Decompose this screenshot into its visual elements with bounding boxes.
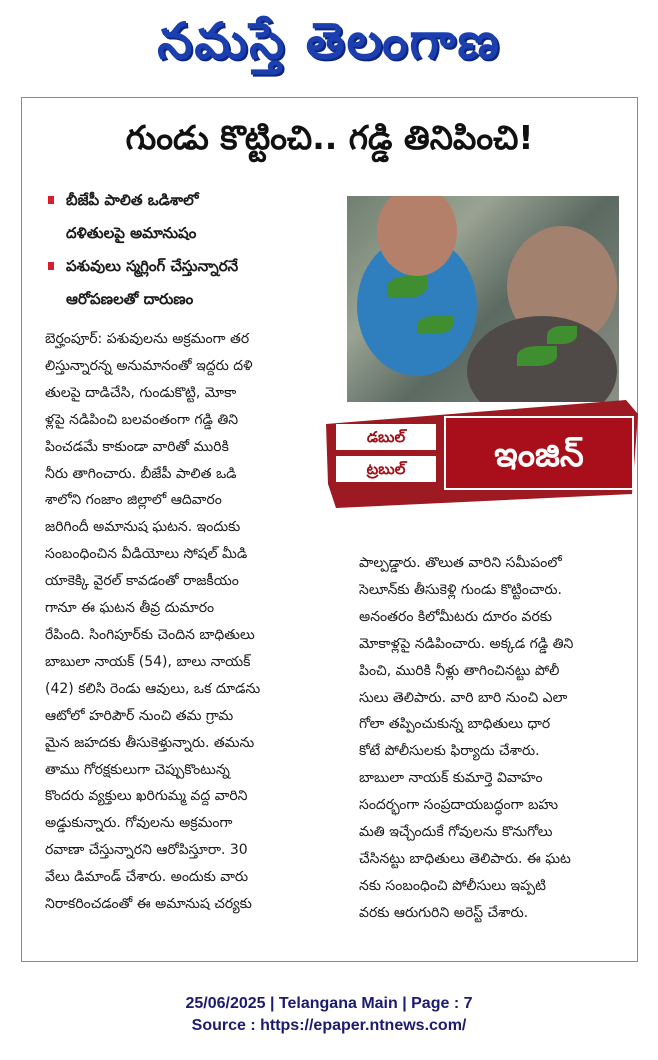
text-line: మైన జహదకు తీసుకెళ్తున్నారు. తమను	[45, 734, 255, 751]
text-line: వేలు డిమాండ్ చేశారు. అందుకు వారు	[45, 869, 249, 886]
text-line: వరకు ఆరుగురిని అరెస్ట్ చేశారు.	[359, 904, 529, 921]
text-line: సెలూన్‌కు తీసుకెళ్లి గుండు కొట్టించారు.	[359, 581, 562, 598]
bullet-line: దళితులపై అమానుషం	[66, 224, 197, 242]
text-line: యాకెక్కి వైరల్ కావడంతో రాజకీయం	[45, 573, 239, 590]
text-line: నకు సంబంధించి పోలీసులు ఇప్పటి	[359, 877, 546, 894]
page-footer	[0, 993, 658, 1037]
text-line: అడ్డుకున్నారు. గోవులను అక్రమంగా	[45, 815, 233, 832]
article-frame	[21, 97, 638, 962]
bullet-line: ఆరోపణలతో దారుణం	[66, 290, 194, 308]
news-photo	[347, 196, 619, 402]
text-line: ళ్లపై నడిపించి బలవంతంగా గడ్డి తిని	[45, 411, 239, 428]
bullet-item	[46, 184, 346, 250]
footer-source: Source : https://epaper.ntnews.com/	[191, 1017, 467, 1034]
banner-word: ట్రబుల్	[336, 456, 436, 482]
bullet-square-icon	[48, 196, 54, 204]
grass-leaf	[417, 316, 453, 334]
article-column-right	[359, 550, 629, 927]
bullet-item	[46, 250, 346, 316]
article-headline: గుండు కొట్టించి.. గడ్డి తినిపించి!	[125, 118, 534, 157]
bullet-line: పశువులు స్మగ్లింగ్ చేస్తున్నారనే	[66, 257, 239, 275]
text-line: పాల్పడ్డారు. తొలుత వారిని సమీపంలో	[359, 555, 562, 571]
text-line: బెర్హంపూర్: పశువులను అక్రమంగా తర	[45, 331, 250, 347]
text-line: బాబులా నాయక్ (54), బాలు నాయక్	[45, 653, 251, 670]
text-line: (42) కలిసి రెండు ఆవులు, ఒక దూడను	[45, 680, 261, 697]
text-line: గోలా తప్పించుకున్న బాధితులు ధార	[359, 716, 551, 733]
text-line: గానూ ఈ ఘటన తీవ్ర దుమారం	[45, 600, 215, 617]
text-line: బాబులా నాయక్ కుమార్తె వివాహం	[359, 770, 543, 787]
banner-label	[336, 416, 436, 486]
grass-leaf	[387, 276, 427, 298]
text-line: రేపింది. సింగిపూర్‌కు చెందిన బాధితులు	[45, 626, 255, 643]
grass-leaf	[517, 346, 557, 366]
grass-leaf	[547, 326, 577, 344]
text-line: పించడమే కాకుండా వారితో మురికి	[45, 438, 229, 455]
text-line: కొందరు వ్యక్తులు ఖరిగుమ్మ వద్ద వారిని	[45, 788, 248, 805]
text-line: జరిగిందీ అమానుష ఘటన. ఇందుకు	[45, 519, 241, 536]
banner-word: డబుల్	[336, 424, 436, 450]
text-line: రవాణా చేస్తున్నారని ఆరోపిస్తూరా. 30	[45, 842, 248, 859]
text-line: ఆటోలో హరిపౌర్ నుంచి తమ గ్రామ	[45, 707, 234, 724]
text-line: నీరు తాగించారు. బీజేపీ పాలిత ఒడి	[45, 465, 237, 482]
text-line: పించి, మురికి నీళ్లు తాగించినట్టు పోలీ	[359, 662, 560, 679]
text-line: లిస్తున్నారన్న అనుమానంతో ఇద్దరు దళి	[45, 357, 253, 374]
text-line: సులు తెలిపారు. వారి బారి నుంచి ఎలా	[359, 689, 568, 706]
text-line: చేసినట్టు బాధితులు తెలిపారు. ఈ ఘట	[359, 850, 571, 867]
text-line: కోటే పోలీసులకు ఫిర్యాదు చేశారు.	[359, 743, 540, 760]
text-line: నిరాకరించడంతో ఈ అమానుష చర్యకు	[45, 896, 252, 913]
text-line: సందర్భంగా సంప్రదాయబద్ధంగా బహు	[359, 797, 559, 814]
newspaper-logo: నమస్తే తెలంగాణ	[157, 12, 501, 70]
text-line: మోకాళ్లపై నడిపించారు. అక్కడ గడ్డి తిని	[359, 635, 574, 652]
banner-title: ఇంజిన్	[444, 416, 634, 490]
text-line: మతి ఇచ్చేందుకే గోవులను కొనుగోలు	[359, 824, 553, 841]
text-line: తులపై దాడిచేసి, గుండుకొట్టి, మోకా	[45, 384, 237, 401]
column-banner	[326, 394, 638, 512]
footer-date-page: 25/06/2025 | Telangana Main | Page : 7	[185, 995, 473, 1012]
bullet-line: బీజేపీ పాలిత ఒడిశాలో	[66, 191, 199, 209]
text-line: అనంతరం కిలోమీటరు దూరం వరకు	[359, 608, 552, 625]
text-line: శాలోని గంజాం జిల్లాలో ఆదివారం	[45, 492, 222, 509]
article-column-left	[45, 326, 337, 918]
text-line: సంబంధించిన వీడియోలు సోషల్ మీడి	[45, 546, 248, 563]
summary-bullets	[46, 184, 346, 316]
masthead	[0, 6, 658, 76]
text-line: తాము గోరక్షకులుగా చెప్పుకొంటున్న	[45, 761, 230, 778]
bullet-square-icon	[48, 262, 54, 270]
